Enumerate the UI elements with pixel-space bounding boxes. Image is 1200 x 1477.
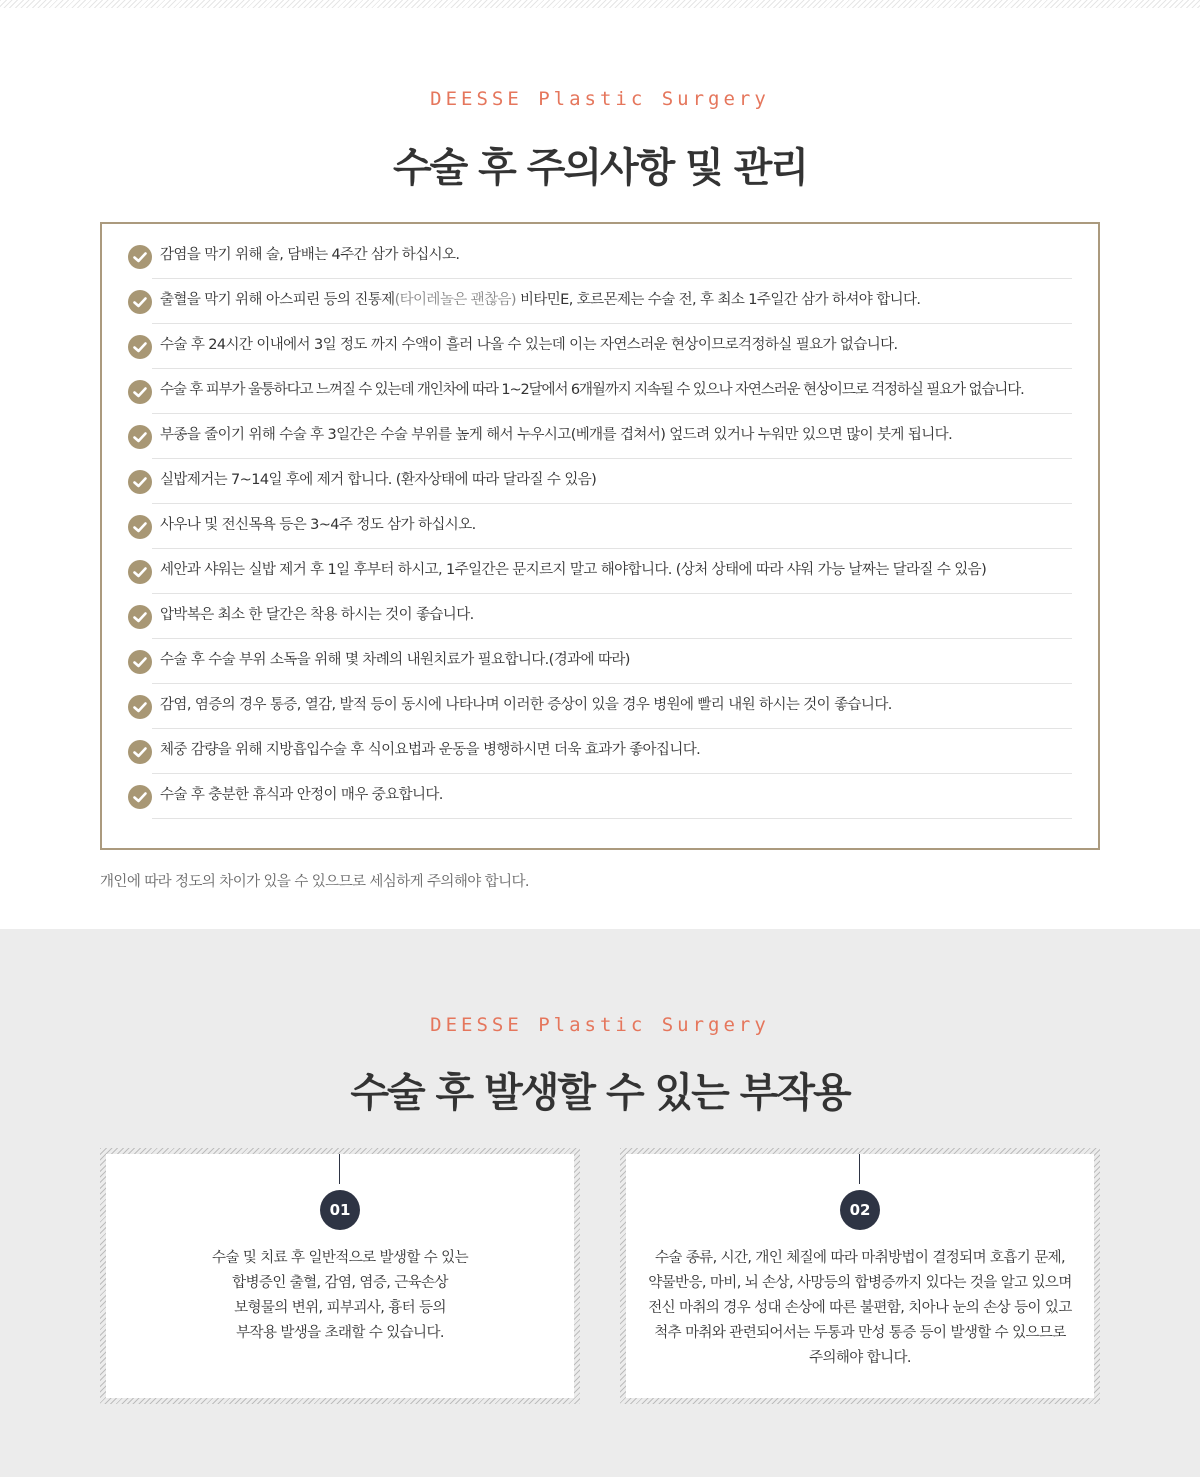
card-number-badge: 02	[840, 1190, 880, 1230]
card-text-line: 합병증인 출혈, 감염, 염증, 근육손상	[232, 1275, 448, 1291]
notice-item	[102, 459, 1102, 504]
card-text-line: 척추 마취와 관련되어서는 두통과 만성 통증 등이 발생할 수 있으므로	[654, 1325, 1066, 1341]
notice-text: 실밥제거는 7~14일 후에 제거 합니다. (환자상태에 따라 달라질 수 있음)	[160, 472, 597, 488]
card-text	[100, 1246, 580, 1346]
side-effect-card	[100, 1148, 580, 1404]
notice-item	[102, 729, 1102, 774]
notice-text: 감염을 막기 위해 술, 담배는 4주간 삼가 하십시오.	[160, 247, 460, 263]
notice-item	[102, 504, 1102, 549]
check-circle-icon	[128, 245, 152, 269]
notice-text-after: 비타민E, 호르몬제는 수술 전, 후 최소 1주일간 삼가 하셔야 합니다.	[515, 292, 921, 308]
side-effect-card	[620, 1148, 1100, 1404]
check-circle-icon	[128, 695, 152, 719]
notice-text: 수술 후 피부가 울퉁하다고 느껴질 수 있는데 개인차에 따라 1~2달에서 6개월까지 지속될 수 있으나 자연스러운 현상이므로 걱정하실 필요가 없습니다.	[160, 382, 1024, 398]
notice-item	[102, 369, 1102, 414]
top-decorative-strip	[0, 0, 1200, 8]
notice-text: 압박복은 최소 한 달간은 착용 하시는 것이 좋습니다.	[160, 607, 474, 623]
notice-item	[102, 774, 1102, 819]
divider	[152, 818, 1072, 819]
card-text	[620, 1246, 1100, 1371]
notice-text: 부종을 줄이기 위해 수술 후 3일간은 수술 부위를 높게 해서 누우시고(베개를 겹쳐서) 엎드려 있거나 누워만 있으면 많이 붓게 됩니다.	[160, 427, 953, 443]
check-circle-icon	[128, 290, 152, 314]
section-eyebrow: DEESSE Plastic Surgery	[430, 1014, 770, 1036]
notice-item	[102, 594, 1102, 639]
card-text-line: 주의해야 합니다.	[809, 1350, 911, 1366]
card-connector	[859, 1154, 860, 1184]
section-heading: 수술 후 주의사항 및 관리	[392, 145, 808, 191]
notice-text	[160, 290, 920, 310]
notice-text-muted: (타이레놀은 괜찮음)	[394, 292, 516, 308]
notice-item	[102, 684, 1102, 729]
check-circle-icon	[128, 335, 152, 359]
notice-text: 수술 후 24시간 이내에서 3일 정도 까지 수액이 흘러 나올 수 있는데 이는 자연스러운 현상이므로걱정하실 필요가 없습니다.	[160, 337, 898, 353]
card-text-line: 수술 및 치료 후 일반적으로 발생할 수 있는	[212, 1250, 468, 1266]
card-text-line: 보형물의 변위, 피부괴사, 흉터 등의	[234, 1300, 446, 1316]
notice-item	[102, 234, 1102, 279]
footnote: 개인에 따라 정도의 차이가 있을 수 있으므로 세심하게 주의해야 합니다.	[100, 874, 529, 890]
card-body	[106, 1154, 574, 1398]
notice-text: 사우나 및 전신목욕 등은 3~4주 정도 삼가 하십시오.	[160, 517, 476, 533]
check-circle-icon	[128, 515, 152, 539]
card-text-line: 수술 종류, 시간, 개인 체질에 따라 마취방법이 결정되며 호흡기 문제,	[654, 1250, 1066, 1266]
section-eyebrow: DEESSE Plastic Surgery	[430, 88, 770, 110]
notice-item	[102, 279, 1102, 324]
notice-text-main: 출혈을 막기 위해 아스피린 등의 진통제	[160, 292, 395, 308]
check-circle-icon	[128, 425, 152, 449]
card-body	[626, 1154, 1094, 1398]
notice-text: 세안과 샤워는 실밥 제거 후 1일 후부터 하시고, 1주일간은 문지르지 말고 해야합니다. (상처 상태에 따라 샤워 가능 날짜는 달라질 수 있음)	[160, 562, 987, 578]
card-text-line: 부작용 발생을 초래할 수 있습니다.	[236, 1325, 444, 1341]
notice-box	[100, 222, 1100, 850]
check-circle-icon	[128, 650, 152, 674]
section-heading: 수술 후 발생할 수 있는 부작용	[350, 1070, 850, 1116]
notice-text: 수술 후 충분한 휴식과 안정이 매우 중요합니다.	[160, 787, 443, 803]
notice-text: 체중 감량을 위해 지방흡입수술 후 식이요법과 운동을 병행하시면 더욱 효과가 좋아집니다.	[160, 742, 701, 758]
card-connector	[339, 1154, 340, 1184]
check-circle-icon	[128, 470, 152, 494]
check-circle-icon	[128, 380, 152, 404]
card-text-line: 전신 마취의 경우 성대 손상에 따른 불편함, 치아나 눈의 손상 등이 있고	[648, 1300, 1072, 1316]
check-circle-icon	[128, 740, 152, 764]
side-effects-section	[0, 929, 1200, 1477]
notice-list	[102, 234, 1102, 819]
notice-item	[102, 414, 1102, 459]
notice-item	[102, 639, 1102, 684]
notice-item	[102, 324, 1102, 369]
check-circle-icon	[128, 605, 152, 629]
card-number-badge: 01	[320, 1190, 360, 1230]
notice-text: 수술 후 수술 부위 소독을 위해 몇 차례의 내원치료가 필요합니다.(경과에 따라)	[160, 652, 630, 668]
check-circle-icon	[128, 560, 152, 584]
card-text-line: 약물반응, 마비, 뇌 손상, 사망등의 합병증까지 있다는 것을 알고 있으며	[648, 1275, 1072, 1291]
notice-text: 감염, 염증의 경우 통증, 열감, 발적 등이 동시에 나타나며 이러한 증상이 있을 경우 병원에 빨리 내원 하시는 것이 좋습니다.	[160, 697, 892, 713]
notice-item	[102, 549, 1102, 594]
check-circle-icon	[128, 785, 152, 809]
post-surgery-care-section	[0, 8, 1200, 929]
